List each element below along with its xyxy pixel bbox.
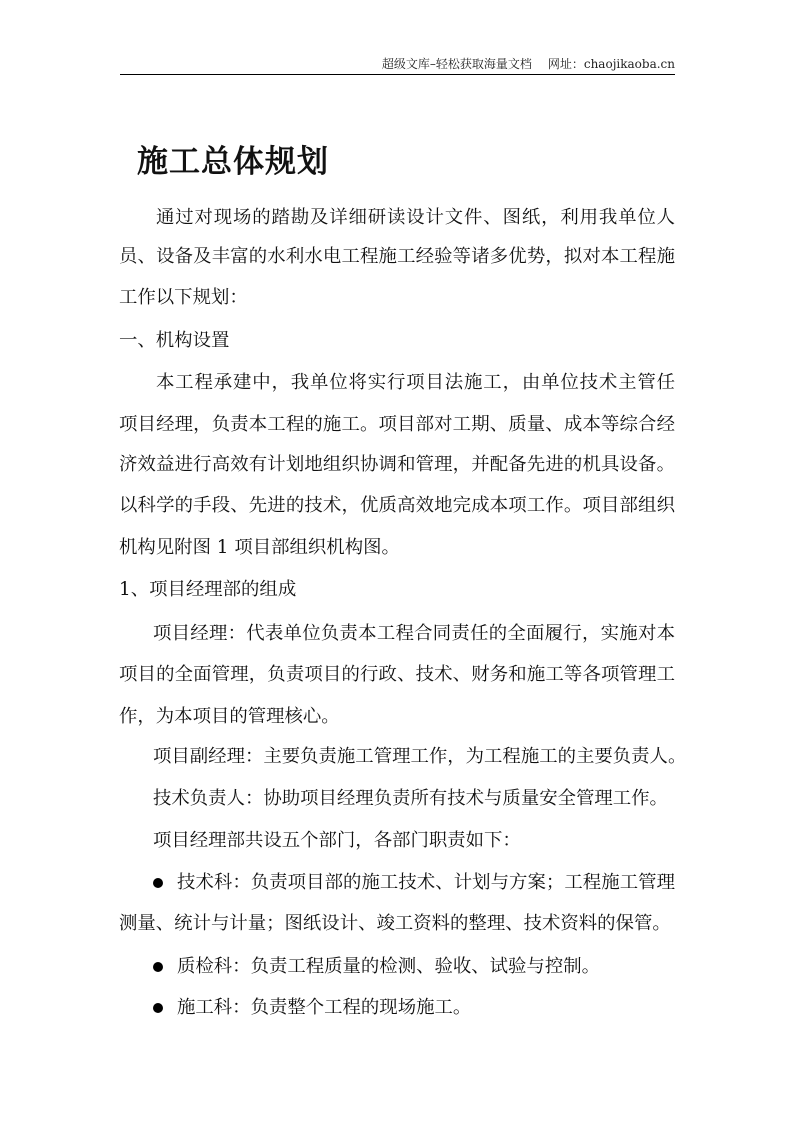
bullet-icon: [153, 878, 163, 888]
bullet-icon: [153, 962, 163, 972]
header-text: [382, 55, 675, 72]
subsection-heading: 1、项目经理部的组成: [119, 579, 297, 600]
department-item: [153, 996, 675, 1020]
paragraph-line: 作，为本项目的管理核心。: [119, 706, 340, 727]
header-slogan: 超级文库–轻松获取海量文档: [381, 57, 532, 71]
page-header: [120, 52, 675, 75]
paragraph-line: 济效益进行高效有计划地组织协调和管理，并配备先进的机具设备。: [119, 454, 675, 475]
paragraph-line: 机构见附图 1 项目部组织机构图。: [119, 537, 400, 558]
paragraph-line: 项目的全面管理，负责项目的行政、技术、财务和施工等各项管理工: [119, 664, 675, 685]
paragraph-line: 项目经理，负责本工程的施工。项目部对工期、质量、成本等综合经: [119, 414, 675, 435]
department-item: [153, 955, 675, 979]
department-text: 技术科：负责项目部的施工技术、计划与方案；工程施工管理: [177, 872, 675, 893]
intro-line: 工作以下规划：: [119, 287, 248, 308]
intro-line: 员、设备及丰富的水利水电工程施工经验等诸多优势，拟对本工程施: [119, 246, 675, 267]
department-text: 施工科：负责整个工程的现场施工。: [177, 997, 472, 1018]
department-text: 质检科：负责工程质量的检测、验收、试验与控制。: [177, 956, 600, 977]
department-item-continuation: 测量、统计与计量；图纸设计、竣工资料的整理、技术资料的保管。: [119, 913, 671, 934]
bullet-icon: [153, 1003, 163, 1013]
paragraph-line: 项目经理：代表单位负责本工程合同责任的全面履行，实施对本: [153, 623, 675, 644]
department-item: [153, 871, 675, 895]
document-title: 施工总体规划: [137, 144, 329, 180]
paragraph-line: 本工程承建中，我单位将实行项目法施工，由单位技术主管任: [156, 372, 675, 393]
deputy-manager-line: 项目副经理：主要负责施工管理工作，为工程施工的主要负责人。: [153, 746, 687, 767]
paragraph-line: 以科学的手段、先进的技术，优质高效地完成本项工作。项目部组织: [119, 495, 675, 516]
header-url: 网址：chaojikaoba.cn: [547, 57, 675, 71]
departments-intro-line: 项目经理部共设五个部门，各部门职责如下：: [153, 830, 521, 851]
tech-lead-line: 技术负责人：协助项目经理负责所有技术与质量安全管理工作。: [153, 788, 668, 809]
intro-line: 通过对现场的踏勘及详细研读设计文件、图纸，利用我单位人: [156, 207, 675, 228]
section-heading: 一、机构设置: [119, 330, 230, 351]
